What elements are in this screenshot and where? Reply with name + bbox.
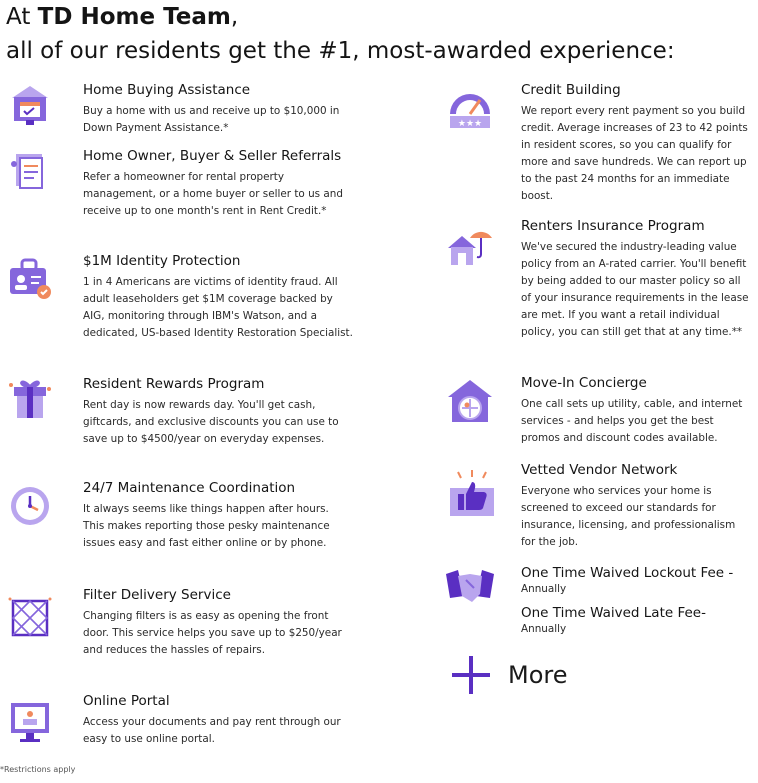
benefit-description: Changing filters is as easy as opening the front door. This service helps you save up to $250/year and reduces the hassles of repairs. — [83, 610, 342, 656]
benefit-filter-delivery — [83, 587, 353, 659]
headline-line-1 — [6, 0, 675, 34]
fee-frequency: Annually — [521, 623, 567, 635]
benefit-title: Resident Rewards Program — [83, 376, 265, 392]
gift-icon — [8, 377, 52, 421]
brand-name: TD Home Team — [37, 4, 231, 30]
benefit-referrals — [83, 148, 353, 220]
more-link[interactable] — [452, 653, 568, 697]
benefit-title: Renters Insurance Program — [521, 218, 705, 234]
benefit-credit-building — [521, 82, 749, 205]
credit-gauge-icon — [446, 86, 494, 134]
more-label: More — [508, 661, 568, 689]
benefit-description: 1 in 4 Americans are victims of identity fraud. All adult leaseholders get $1M coverage backed by AIG, monitoring through IBM's Watson, and a dedicated, US-based Identity Restoration Specialist. — [83, 276, 353, 339]
referral-document-icon — [6, 148, 50, 192]
handshake-icon — [444, 566, 496, 610]
headline-prefix: At — [6, 4, 38, 30]
benefit-online-portal — [83, 693, 353, 748]
waived-lockout-fee — [521, 565, 749, 596]
benefit-title: Home Buying Assistance — [83, 82, 251, 98]
benefit-title: 24/7 Maintenance Coordination — [83, 480, 296, 496]
benefit-title: Credit Building — [521, 82, 621, 98]
headline-line-2: all of our residents get the #1, most-awarded experience: — [6, 38, 675, 64]
house-utilities-icon — [446, 377, 494, 425]
air-filter-icon — [8, 596, 52, 640]
benefit-vetted-vendor — [521, 462, 749, 551]
svg-text:★★★: ★★★ — [457, 119, 483, 129]
headline — [6, 0, 675, 68]
benefit-title: Home Owner, Buyer & Seller Referrals — [83, 148, 342, 164]
benefit-description: Everyone who services your home is screened to exceed our standards for insurance, licensing, and professionalism for the job. — [521, 485, 736, 548]
plus-icon — [452, 656, 490, 694]
benefit-description: One call sets up utility, cable, and internet services - and helps you get the best promos and discount codes available. — [521, 398, 743, 444]
waived-late-fee — [521, 605, 749, 636]
benefit-renters-insurance — [521, 218, 749, 341]
benefit-description: Refer a homeowner for rental property management, or a home buyer or seller to us and receive up to one month's rent in Rent Credit.* — [83, 171, 343, 217]
benefit-identity-protection — [83, 253, 353, 342]
home-calendar-icon — [8, 82, 52, 126]
benefit-description: Rent day is now rewards day. You'll get cash, giftcards, and exclusive discounts you can use to save up to $4500/year on everyday expenses. — [83, 399, 339, 445]
benefit-home-buying — [83, 82, 353, 137]
benefit-description: It always seems like things happen after hours. This makes reporting those pesky maintenance issues easy and fast either online or by phone. — [83, 503, 330, 549]
fee-frequency: Annually — [521, 583, 567, 595]
benefit-title: Filter Delivery Service — [83, 587, 231, 603]
benefit-description: Buy a home with us and receive up to $10,000 in Down Payment Assistance.* — [83, 105, 340, 134]
house-umbrella-icon — [446, 222, 494, 270]
headline-comma: , — [230, 4, 239, 30]
benefit-title: Vetted Vendor Network — [521, 462, 678, 478]
restrictions-footnote: *Restrictions apply — [0, 765, 76, 774]
benefit-title: Move-In Concierge — [521, 375, 647, 391]
identity-badge-icon — [8, 258, 52, 302]
fee-title: One Time Waived Late Fee- — [521, 605, 706, 621]
benefit-title: Online Portal — [83, 693, 170, 709]
benefit-description: We report every rent payment so you build credit. Average increases of 23 to 42 points in resident scores, so you can qualify for more and save hundreds. We can report up to the past 24 months for an immediate boost. — [521, 105, 748, 202]
benefit-description: We've secured the industry-leading value policy from an A-rated carrier. You'll benefit by being added to our master policy so all of your insurance requirements in the lease are met. If you want a retail individual policy, you can still get that at any time.** — [521, 241, 749, 338]
benefit-move-in-concierge — [521, 375, 749, 447]
benefit-resident-rewards — [83, 376, 353, 448]
thumbs-up-icon — [448, 468, 496, 520]
benefit-description: Access your documents and pay rent through our easy to use online portal. — [83, 716, 341, 745]
benefit-maintenance — [83, 480, 353, 552]
computer-monitor-icon — [8, 700, 52, 744]
fee-title: One Time Waived Lockout Fee - — [521, 565, 734, 581]
benefit-title: $1M Identity Protection — [83, 253, 241, 269]
clock-icon — [8, 484, 52, 528]
